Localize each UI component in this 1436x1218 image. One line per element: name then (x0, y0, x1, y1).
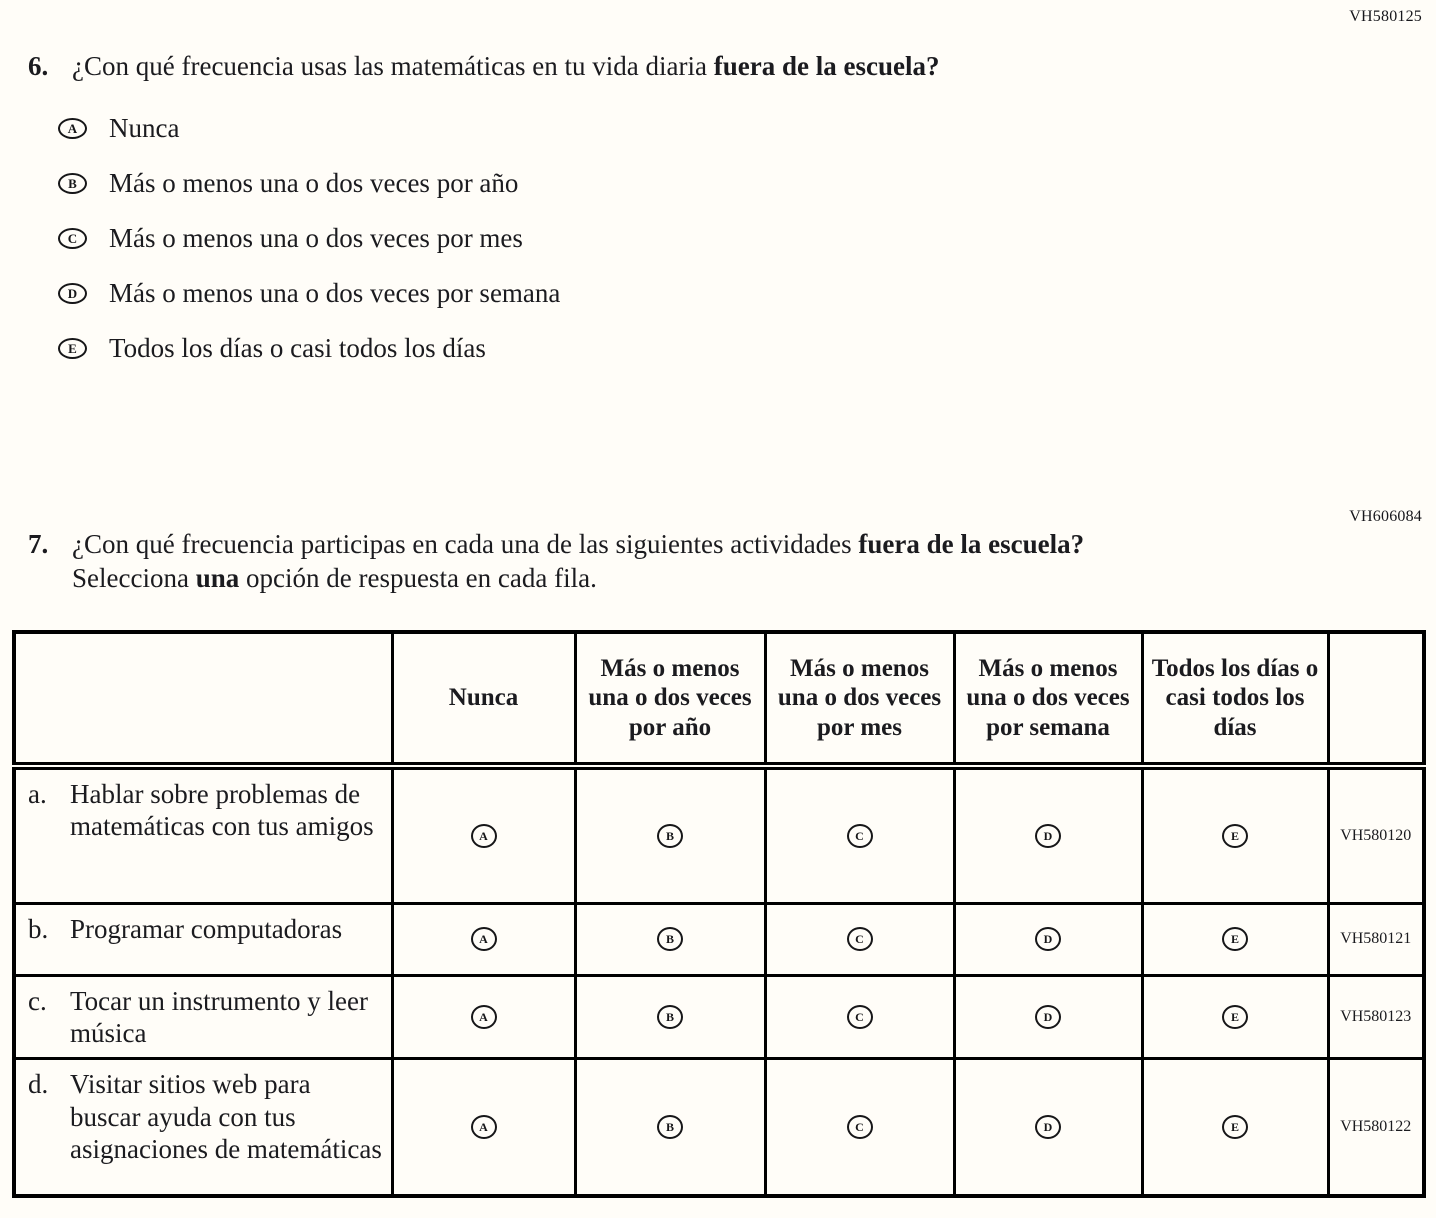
table-row-a (14, 766, 1424, 903)
row-b-option-cell-A (392, 903, 575, 975)
row-b-option-cell-E (1142, 903, 1328, 975)
row-d-option-cell-A (392, 1059, 575, 1196)
row-a-option-cell-B (575, 766, 765, 903)
q7-header-todos-los-dias: Todos los días o casi todos los días (1142, 632, 1328, 766)
q6-option-a-label: Nunca (109, 113, 180, 143)
question-6-prompt (72, 50, 939, 84)
radio-c-A-icon[interactable]: A (471, 1005, 497, 1029)
row-a-option-cell-E (1142, 766, 1328, 903)
row-b-option-cell-B (575, 903, 765, 975)
row-c-option-cell-D (954, 975, 1142, 1059)
q7-prompt-segment: ¿Con qué frecuencia participas en cada una de las siguientes actividades (72, 529, 859, 559)
radio-d-E-icon[interactable]: E (1222, 1115, 1248, 1139)
q7-header-row (14, 632, 1424, 766)
row-c-item-code: VH580123 (1328, 975, 1424, 1059)
radio-e-icon[interactable]: E (58, 338, 87, 359)
q7-response-table (12, 630, 1426, 1198)
radio-b-A-icon[interactable]: A (471, 927, 497, 951)
question-7 (28, 528, 1218, 596)
q7-prompt-bold-segment: una (195, 562, 240, 593)
q6-option-e (58, 332, 560, 365)
row-b-option-cell-D (954, 903, 1142, 975)
radio-a-A-icon[interactable]: A (471, 824, 497, 848)
q7-prompt-bold-segment: fuera de la escuela? (858, 529, 1085, 559)
row-d-option-cell-E (1142, 1059, 1328, 1196)
row-c-option-cell-B (575, 975, 765, 1059)
radio-a-E-icon[interactable]: E (1222, 824, 1248, 848)
table-row-d (14, 1059, 1424, 1196)
radio-c-B-icon[interactable]: B (657, 1005, 683, 1029)
q7-prompt-segment: Selecciona (72, 562, 196, 593)
q7-item-code: VH606084 (1349, 508, 1422, 525)
q6-option-c-label: Más o menos una o dos veces por mes (109, 223, 523, 253)
radio-d-A-icon[interactable]: A (471, 1115, 497, 1139)
radio-a-B-icon[interactable]: B (657, 824, 683, 848)
radio-d-C-icon[interactable]: C (847, 1115, 873, 1139)
q6-item-code: VH580125 (1349, 8, 1422, 25)
q7-prompt-segment: opción de respuesta en cada fila. (239, 562, 597, 593)
radio-c-C-icon[interactable]: C (847, 1005, 873, 1029)
q7-header-code-blank (1328, 632, 1424, 766)
q6-options-list (58, 112, 560, 387)
q7-header-por-semana: Más o menos una o dos veces por semana (954, 632, 1142, 766)
row-a-letter: a. (28, 779, 47, 809)
q6-option-b-label: Más o menos una o dos veces por año (109, 168, 519, 198)
row-a-option-cell-D (954, 766, 1142, 903)
row-d-label-cell (14, 1059, 392, 1196)
radio-a-D-icon[interactable]: D (1035, 824, 1061, 848)
q7-header-por-mes: Más o menos una o dos veces por mes (765, 632, 954, 766)
q7-header-nunca: Nunca (392, 632, 575, 766)
question-7-number: 7. (28, 529, 49, 559)
row-d-letter: d. (28, 1069, 49, 1100)
radio-d-D-icon[interactable]: D (1035, 1115, 1061, 1139)
row-c-option-cell-C (765, 975, 954, 1059)
radio-a-C-icon[interactable]: C (847, 824, 873, 848)
row-c-letter: c. (28, 985, 47, 1016)
row-c-option-cell-E (1142, 975, 1328, 1059)
row-a-label-cell (14, 766, 392, 903)
row-b-letter: b. (28, 913, 49, 944)
radio-a-icon[interactable]: A (58, 118, 87, 139)
q6-option-a (58, 112, 560, 145)
q7-header-blank (14, 632, 392, 766)
q6-option-d-label: Más o menos una o dos veces por semana (109, 278, 561, 308)
q6-option-c (58, 222, 560, 255)
radio-b-icon[interactable]: B (58, 173, 87, 194)
row-b-option-cell-C (765, 903, 954, 975)
table-row-c (14, 975, 1424, 1059)
question-6-number: 6. (28, 51, 49, 81)
q6-option-e-label: Todos los días o casi todos los días (109, 333, 486, 363)
q6-option-b (58, 167, 560, 200)
row-a-label: Hablar sobre problemas de matemáticas con tus amigos (70, 779, 374, 842)
row-c-label-cell (14, 975, 392, 1059)
q6-prompt-segment: ¿Con qué frecuencia usas las matemáticas en tu vida diaria (72, 51, 714, 81)
row-d-label: Visitar sitios web para buscar ayuda con tus asignaciones de matemáticas (70, 1069, 382, 1165)
radio-d-B-icon[interactable]: B (657, 1115, 683, 1139)
q6-option-d (58, 277, 560, 310)
row-c-label: Tocar un instrumento y leer música (70, 985, 369, 1048)
row-a-option-cell-C (765, 766, 954, 903)
row-d-item-code: VH580122 (1328, 1059, 1424, 1196)
question-6 (28, 50, 1208, 84)
q6-prompt-bold-segment: fuera de la escuela? (713, 51, 940, 81)
row-a-item-code: VH580120 (1328, 766, 1424, 903)
q7-header-por-ano: Más o menos una o dos veces por año (575, 632, 765, 766)
row-d-option-cell-B (575, 1059, 765, 1196)
row-d-option-cell-C (765, 1059, 954, 1196)
row-c-option-cell-A (392, 975, 575, 1059)
radio-c-icon[interactable]: C (58, 228, 87, 249)
radio-b-C-icon[interactable]: C (847, 927, 873, 951)
row-b-label-cell (14, 903, 392, 975)
row-d-option-cell-D (954, 1059, 1142, 1196)
radio-b-B-icon[interactable]: B (657, 927, 683, 951)
question-7-prompt (72, 528, 1202, 596)
radio-d-icon[interactable]: D (58, 283, 87, 304)
table-row-b (14, 903, 1424, 975)
radio-b-E-icon[interactable]: E (1222, 927, 1248, 951)
row-b-label: Programar computadoras (70, 913, 343, 944)
radio-b-D-icon[interactable]: D (1035, 927, 1061, 951)
radio-c-E-icon[interactable]: E (1222, 1005, 1248, 1029)
radio-c-D-icon[interactable]: D (1035, 1005, 1061, 1029)
row-b-item-code: VH580121 (1328, 903, 1424, 975)
row-a-option-cell-A (392, 766, 575, 903)
